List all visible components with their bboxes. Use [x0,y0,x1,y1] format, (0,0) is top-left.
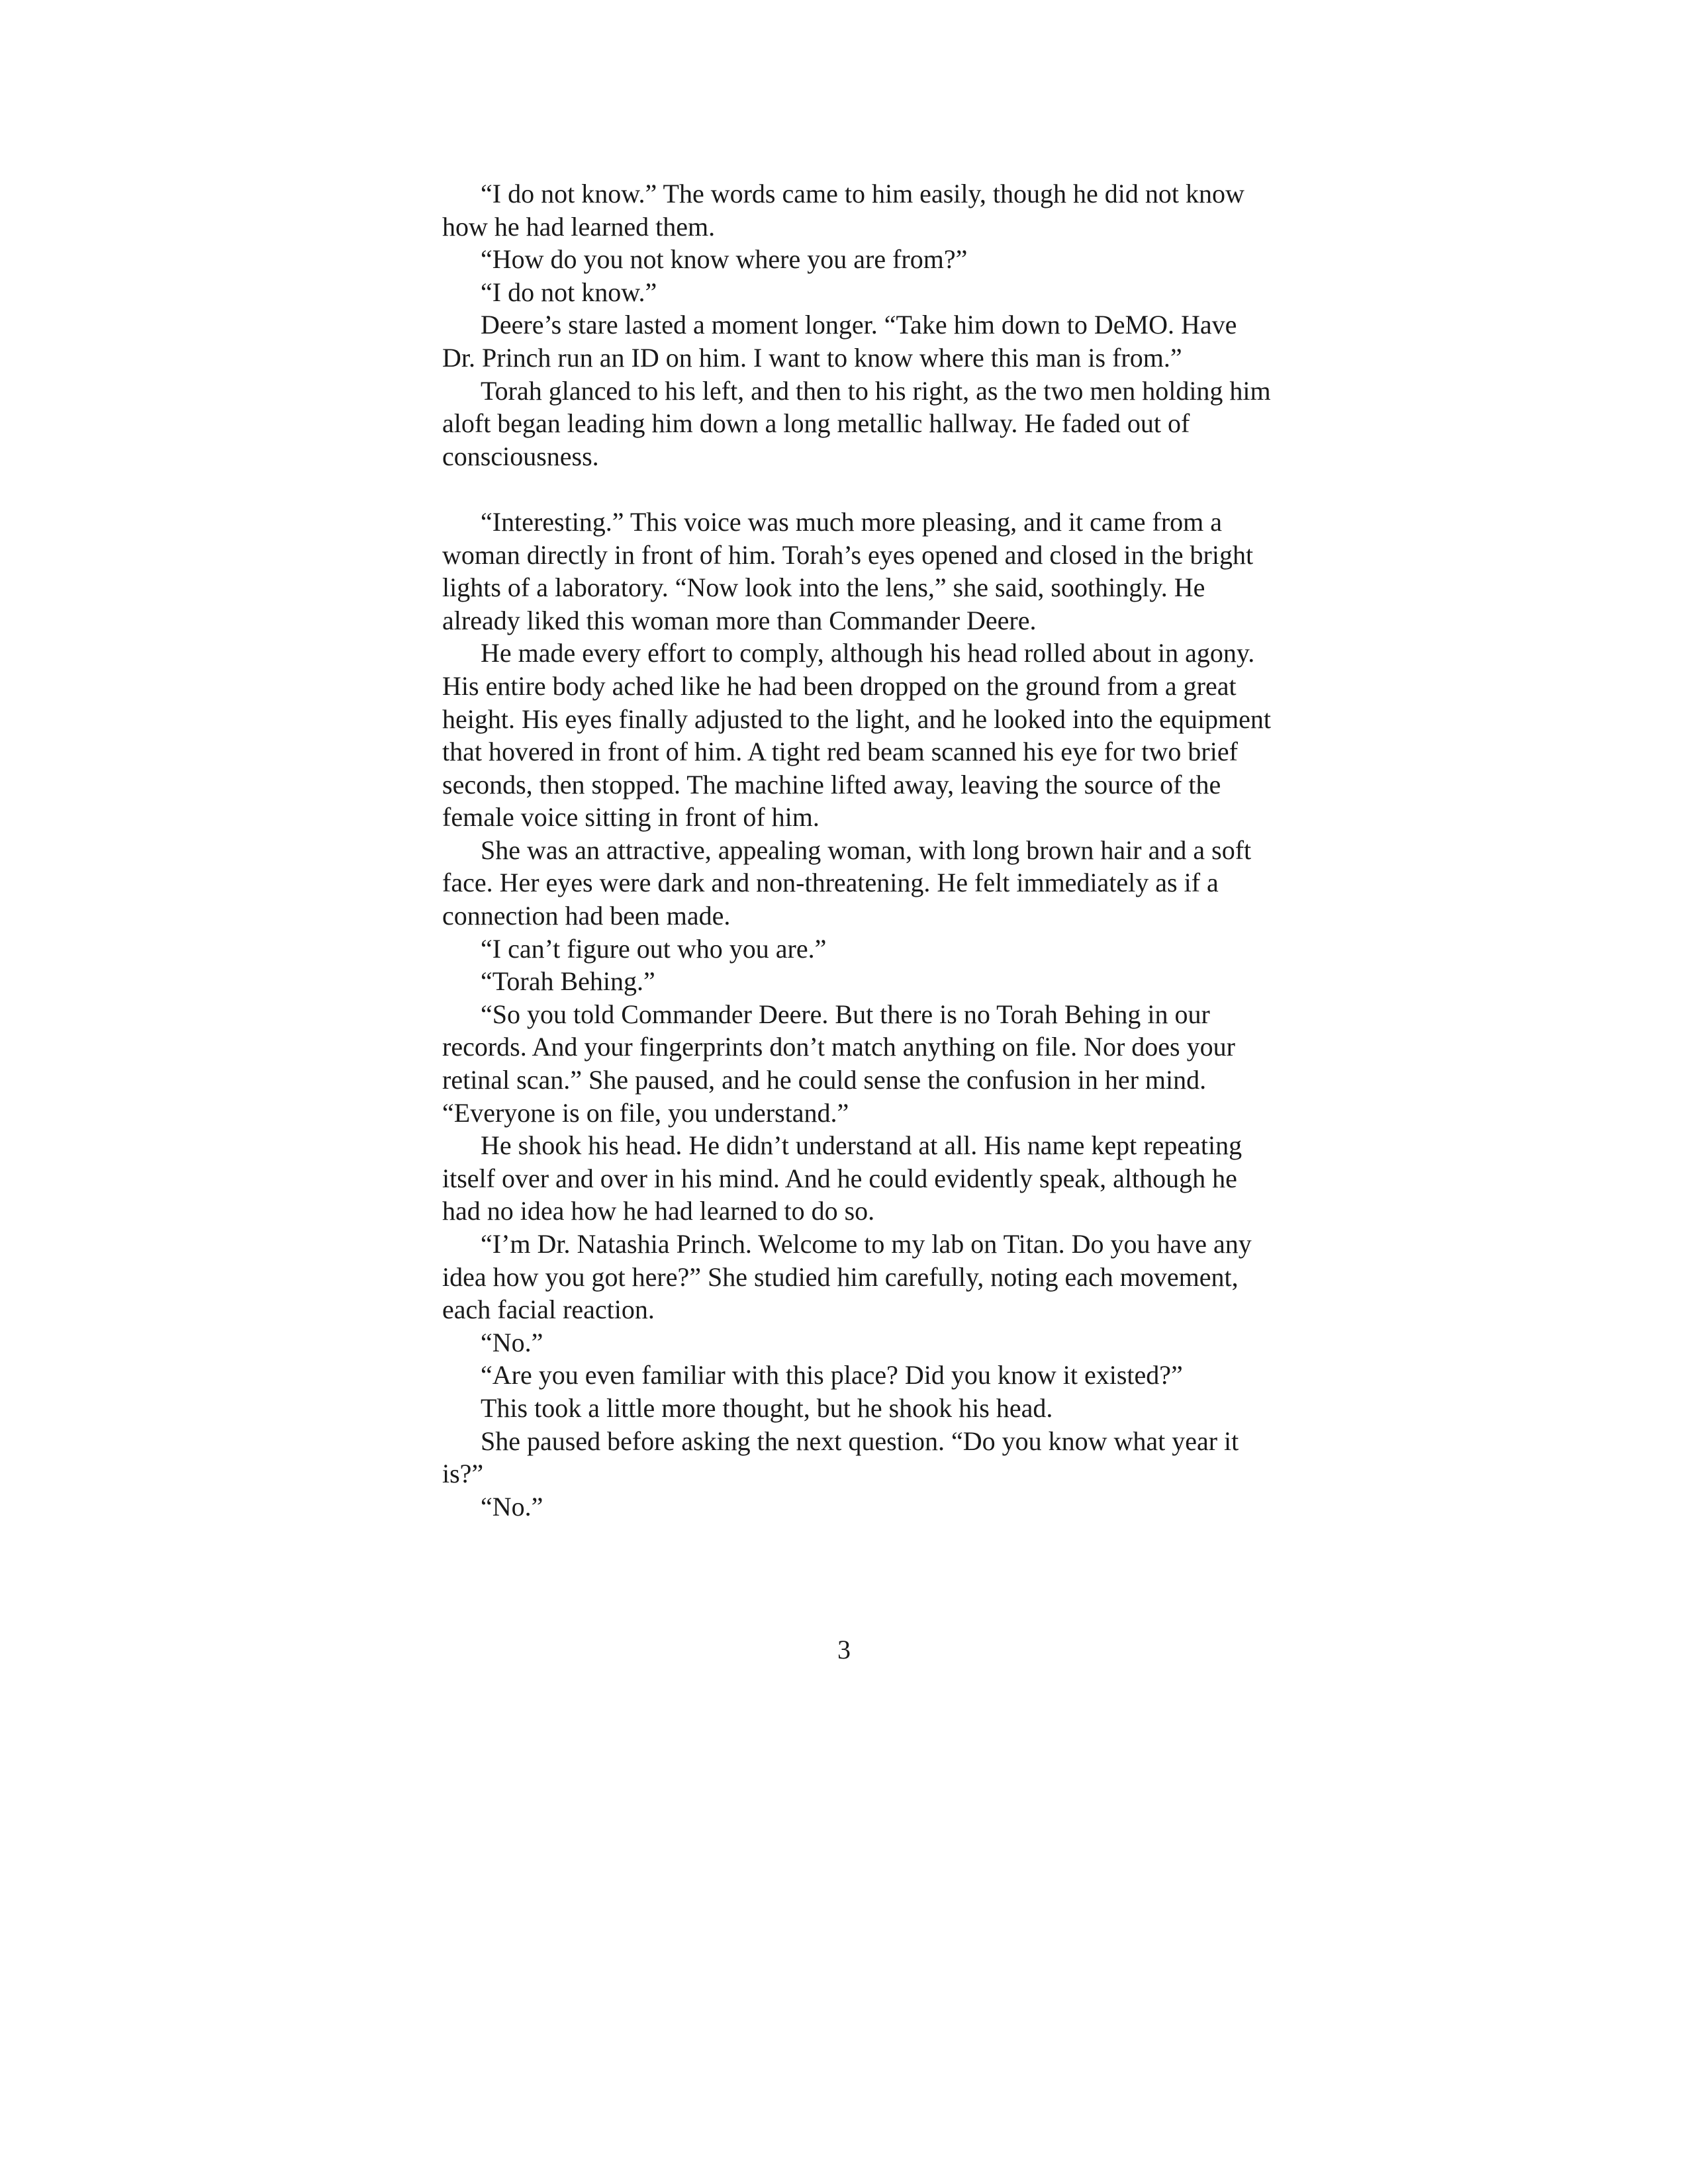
paragraph: “Are you even familiar with this place? Did you know it existed?” [481,1360,1183,1390]
body-text [442,177,1271,1523]
paragraph: She paused before asking the next question. “Do you know what year it is?” [442,1426,1239,1489]
paragraph: Torah glanced to his left, and then to his right, as the two men holding him aloft began leading him down a long metallic hallway. He faded out of consciousness. [442,375,1271,471]
paragraph: “I do not know.” The words came to him easily, though he did not know how he had learned them. [442,179,1244,242]
paragraph: “So you told Commander Deere. But there is no Torah Behing in our records. And your fingerprints don’t match anything on file. Nor does your retinal scan.” She paused, and he could sense the confusion in her mind. “Everyone is on file, you understand.” [442,999,1235,1128]
paragraph: He shook his head. He didn’t understand at all. His name kept repeating itself over and over in his mind. And he could evidently speak, although he had no idea how he had learned to do so. [442,1130,1243,1226]
paragraph: “I can’t figure out who you are.” [481,933,827,964]
paragraph: He made every effort to comply, although his head rolled about in agony. His entire body ached like he had been dropped on the ground from a great height. His eyes finally adjusted to the light, and he looked into the equipment that hovered in front of him. A tight red beam scanned his eye for two brief seconds, then stopped. The machine lifted away, leaving the source of the female voice sitting in front of him. [442,638,1271,833]
paragraph: This took a little more thought, but he shook his head. [481,1392,1053,1423]
paragraph: “No.” [481,1491,543,1522]
paragraph: “How do you not know where you are from?” [481,244,968,275]
paragraph: She was an attractive, appealing woman, with long brown hair and a soft face. Her eyes were dark and non-threatening. He felt immediately as if a connection had been made. [442,835,1252,931]
scene-break [442,473,1271,506]
paragraph: “Interesting.” This voice was much more pleasing, and it came from a woman directly in front of him. Torah’s eyes opened and closed in the bright lights of a laboratory. “Now look into the lens,” she said, soothingly. He already liked this woman more than Commander Deere. [442,506,1254,635]
paragraph: “I do not know.” [481,277,657,307]
paragraph: “I’m Dr. Natashia Princh. Welcome to my lab on Titan. Do you have any idea how you got here?” She studied him carefully, noting each movement, each facial reaction. [442,1229,1252,1325]
page-number: 3 [837,1635,851,1664]
paragraph: “No.” [481,1327,543,1357]
paragraph: Deere’s stare lasted a moment longer. “Take him down to DeMO. Have Dr. Princh run an ID on him. I want to know where this man is from.” [442,310,1237,373]
paragraph: “Torah Behing.” [481,966,655,997]
